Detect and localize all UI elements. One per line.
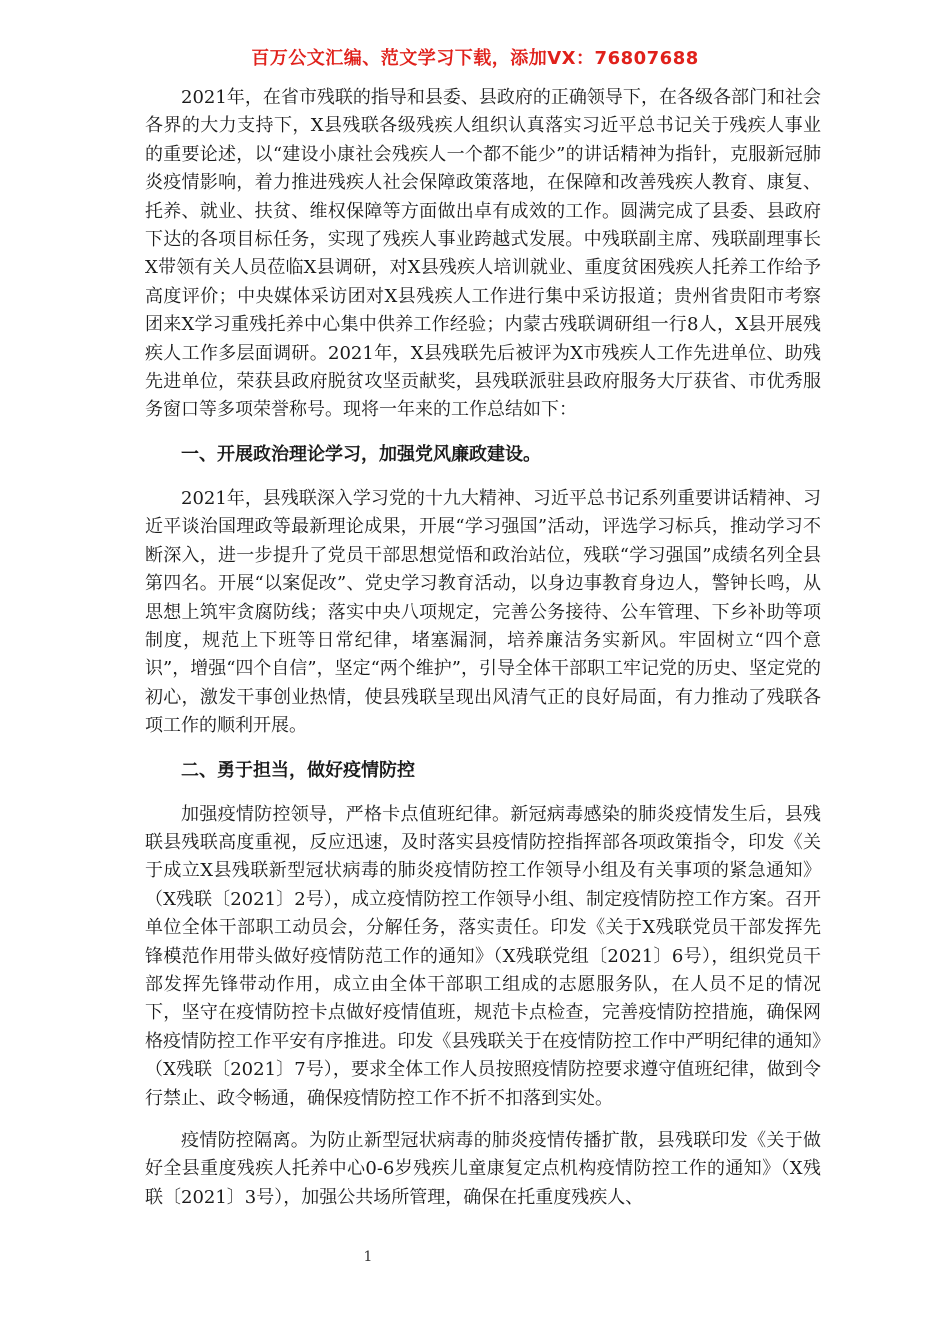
section-2-paragraph-2: 疫情防控隔离。为防止新型冠状病毒的肺炎疫情传播扩散，县残联印发《关于做好全县重度残疾人托养中心0-6岁残疾儿童康复定点机构疫情防控工作的通知》（X残联〔2021〕3号），加强公共场所管理，确保在托重度残疾人、 <box>145 1130 821 1208</box>
intro-paragraph: 2021年，在省市残联的指导和县委、县政府的正确领导下，在各级各部门和社会各界的大力支持下，X县残联各级残疾人组织认真落实习近平总书记关于残疾人事业的重要论述，以“建设小康社会残疾人一个都不能少”的讲话精神为指针，克服新冠肺炎疫情影响，着力推进残疾人社会保障政策落地，在保障和改善残疾人教育、康复、托养、就业、扶贫、维权保障等方面做出卓有成效的工作。圆满完成了县委、县政府下达的各项目标任务，实现了残疾人事业跨越式发展。中残联副主席、残联副理事长X带领有关人员莅临X县调研，对X县残疾人培训就业、重度贫困残疾人托养工作给予高度评价；中央媒体采访团对X县残疾人工作进行集中采访报道；贵州省贵阳市考察团来X学习重残托养中心集中供养工作经验；内蒙古残联调研组一行8人，X县开展残疾人工作多层面调研。2021年，X县残联先后被评为X市残疾人工作先进单位、助残先进单位，荣获县政府脱贫攻坚贡献奖，县残联派驻县政府服务大厅获省、市优秀服务窗口等多项荣誉称号。现将一年来的工作总结如下： <box>145 87 821 421</box>
section-2-heading: 二、勇于担当，做好疫情防控 <box>181 759 415 781</box>
section-1-heading: 一、开展政治理论学习，加强党风廉政建设。 <box>181 443 541 465</box>
page-number: 1 <box>363 1249 373 1265</box>
paragraph-gap <box>145 1113 821 1127</box>
section-1-paragraph: 2021年，县残联深入学习党的十九大精神、习近平总书记系列重要讲话精神、习近平谈治国理政等最新理论成果，开展“学习强国”活动，评选学习标兵，推动学习不断深入，进一步提升了党员干部思想觉悟和政治站位，残联“学习强国”成绩名列全县第四名。开展“以案促改”、党史学习教育活动，以身边事教育身边人，警钟长鸣，从思想上筑牢贪腐防线；落实中央八项规定，完善公务接待、公车管理、下乡补助等项制度，规范上下班等日常纪律，堵塞漏洞，培养廉洁务实新风。牢固树立“四个意识”，增强“四个自信”，坚定“两个维护”，引导全体干部职工牢记党的历史、坚定党的初心，激发干事创业热情，使县残联呈现出风清气正的良好局面，有力推动了残联各项工作的顺利开展。 <box>145 487 822 737</box>
document-body <box>145 84 821 1212</box>
watermark-header: 百万公文汇编、范文学习下载，添加VX：76807688 <box>251 48 699 69</box>
section-2-paragraph-1: 加强疫情防控领导，严格卡点值班纪律。新冠病毒感染的肺炎疫情发生后，县残联县残联高度重视，反应迅速，及时落实县疫情防控指挥部各项政策指令，印发《关于成立X县残联新型冠状病毒的肺炎疫情防控工作领导小组及有关事项的紧急通知》（X残联〔2021〕2号），成立疫情防控工作领导小组、制定疫情防控工作方案。召开单位全体干部职工动员会，分解任务，落实责任。印发《关于X残联党员干部发挥先锋模范作用带头做好疫情防范工作的通知》（X残联党组〔2021〕6号），组织党员干部发挥先锋带动作用，成立由全体干部职工组成的志愿服务队，在人员不足的情况下，坚守在疫情防控卡点做好疫情值班，规范卡点检查，完善疫情防控措施，确保网格疫情防控工作平安有序推进。印发《县残联关于在疫情防控工作中严明纪律的通知》（X残联〔2021〕7号），要求全体工作人员按照疫情防控要求遵守值班纪律，做到令行禁止、政令畅通，确保疫情防控工作不折不扣落到实处。 <box>145 803 821 1109</box>
